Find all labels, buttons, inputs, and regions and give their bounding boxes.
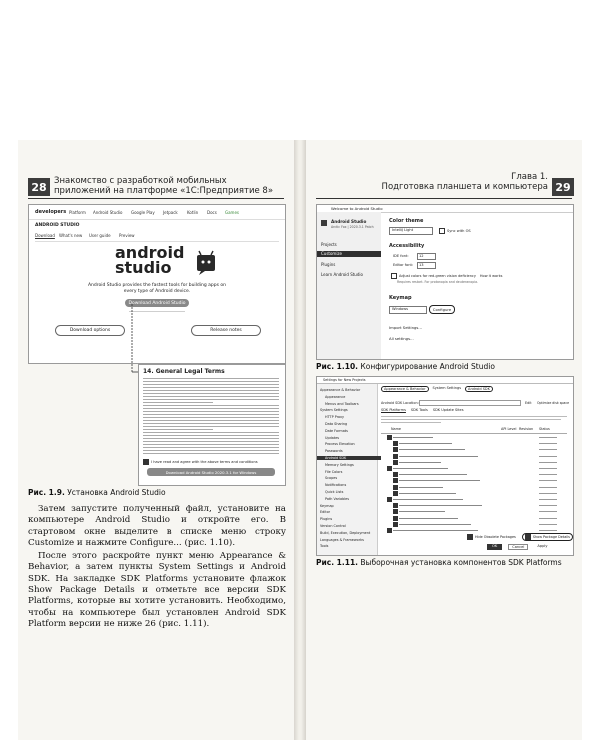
nav-games[interactable]: Games [225,210,239,215]
sdk-row-text [399,456,478,457]
tree-item[interactable]: Menus and Toolbars [325,401,359,406]
hide-obsolete-label: Hide Obsolete Packages [475,535,516,539]
figure-caption-1-10 [316,362,495,371]
menu-plugins[interactable]: Plugins [321,262,336,267]
sdk-row[interactable] [387,472,567,477]
legal-text-line [143,438,279,439]
welcome-sidebar [317,212,381,359]
chapter-number: Глава 1. [511,172,548,182]
sdk-row-checkbox[interactable] [387,435,392,440]
dialog-buttons [487,544,551,550]
body-text [28,504,286,632]
sdk-row[interactable] [387,435,567,440]
adjust-colors-row[interactable] [391,273,502,279]
sdk-row-checkbox[interactable] [393,516,398,521]
tree-item[interactable]: Date Formats [325,428,348,433]
tree-item[interactable]: Memory Settings [325,462,354,467]
col-revision: Revision [519,427,534,431]
nav-jetpack[interactable]: Jetpack [163,210,178,215]
chapter-title: Подготовка планшета и компьютера [381,182,548,192]
sdk-row-text [399,505,482,506]
legal-text-line [143,417,279,418]
tree-item[interactable]: Build, Execution, Deployment [320,530,371,535]
keymap-select[interactable]: Windows [389,306,427,314]
theme-select[interactable]: IntelliJ Light [389,227,433,235]
sync-os-label: Sync with OS [447,229,471,233]
sdk-row-checkbox[interactable] [393,522,398,527]
sdk-row-status [539,493,557,494]
dialog-download-button[interactable]: Download Android Studio 2020.3.1 for Windows [147,468,275,476]
tab-whats-new[interactable]: What's new [59,233,83,238]
tree-item[interactable]: Appearance & Behavior [320,388,361,392]
sdk-row-checkbox[interactable] [393,441,398,446]
color-theme-heading: Color theme [389,218,424,224]
left-page [18,140,294,740]
sdk-row[interactable] [387,503,567,508]
optimize-link[interactable]: Optimize disk space [537,401,570,405]
sdk-row-text [399,518,458,519]
edit-link[interactable]: Edit [525,401,532,405]
tab-sdk-update-sites[interactable]: SDK Update Sites [432,408,464,412]
legal-text-line [143,423,279,424]
col-api: API Level [501,427,517,431]
legal-text-line [143,381,279,382]
sdk-row-text [393,499,463,500]
show-details-label: Show Package Details [532,535,570,539]
legal-text-line [143,408,279,409]
tree-item[interactable]: Updates [325,435,340,440]
legal-text-line [143,411,279,412]
legal-text-line [143,387,279,388]
sync-os-row[interactable] [439,228,471,234]
download-button[interactable]: Download Android Studio [125,299,189,307]
menu-projects[interactable]: Projects [321,242,337,247]
app-version: Arctic Fox | 2020.3.1 Patch [331,225,374,229]
sdk-row-status [539,530,557,531]
sdk-row-status [539,456,557,457]
sdk-row-status [539,443,557,444]
hide-obsolete-row[interactable] [467,534,516,540]
sdk-row-text [393,530,478,531]
site-logo[interactable]: developers [35,209,67,215]
app-icon [321,220,327,226]
agree-checkbox[interactable] [143,459,149,465]
sdk-row-status [539,511,557,512]
sdk-row-status [539,487,557,488]
legal-text [143,378,281,456]
nav-docs[interactable]: Docs [207,210,217,215]
legal-text-line [143,405,279,406]
sdk-row-text [399,449,465,450]
sdk-row[interactable] [387,491,567,496]
caption-label: Рис. 1.9. [28,488,65,497]
legal-text-line [143,450,279,451]
sdk-row-checkbox[interactable] [393,509,398,514]
sdk-row-status [539,474,557,475]
legal-text-line [143,393,279,394]
keymap-heading: Keymap [389,295,412,301]
sdk-row-status [539,524,557,525]
legal-text-line [143,402,213,403]
hide-obsolete-checkbox[interactable] [467,534,473,540]
tab-sdk-platforms[interactable]: SDK Platforms [381,408,406,412]
sdk-row-text [393,437,433,438]
tree-item[interactable]: Languages & Frameworks [320,537,364,542]
sdk-row[interactable] [387,509,567,514]
nav-kotlin[interactable]: Kotlin [187,210,199,215]
tab-sdk-tools[interactable]: SDK Tools [410,408,428,412]
legal-text-line [143,429,213,430]
sdk-row[interactable] [387,454,567,459]
window-title: Welcome to Android Studio [331,206,383,211]
tree-item[interactable]: System Settings [320,408,348,413]
sdk-row-text [399,524,471,525]
tree-item[interactable]: Path Variables [325,496,350,501]
sdk-row-text [399,511,445,512]
adjust-colors-checkbox[interactable] [391,273,397,279]
sdk-location-label: Android SDK Location: [381,401,419,405]
sdk-row-checkbox[interactable] [393,485,398,490]
license-dialog [138,364,286,486]
caption-text: Установка Android Studio [67,488,166,497]
sdk-row-text [399,443,452,444]
legal-text-line [143,399,279,400]
editor-font-select[interactable]: 13 [417,262,436,269]
page-number: 28 [28,178,50,196]
legal-text-line [143,441,279,442]
sdk-row-checkbox[interactable] [393,454,398,459]
nav-google-play[interactable]: Google Play [131,210,155,215]
paragraph-1: Затем запустите полученный файл, установите на компьютере Android Studio и откройте его. В стартовом окне выделите в списке меню строку Customize и нажмите Configure... (рис. 1.10). [28,504,286,548]
tree-item[interactable]: Appearance [325,394,346,399]
agree-checkbox-row[interactable] [143,459,258,465]
table-options [467,533,573,541]
show-details-checkbox[interactable] [525,534,531,540]
caption-1-11-label: Рис. 1.11. [316,558,359,567]
sdk-row[interactable] [387,466,567,471]
ide-font-select[interactable]: 12 [417,253,436,260]
sdk-row[interactable] [387,460,567,465]
sdk-row-text [393,468,448,469]
col-name: Name [391,427,402,431]
legal-text-line [143,390,279,391]
android-studio-wordmark [115,245,184,275]
sdk-table [317,377,573,555]
tree-item[interactable]: Passwords [325,449,343,454]
menu-learn[interactable]: Learn Android Studio [321,272,363,277]
ide-font-label: IDE font: [393,254,409,258]
site-nav-bar [29,205,285,220]
legal-text-line [143,414,279,415]
legal-title: 14. General Legal Terms [143,368,225,375]
sdk-row[interactable] [387,485,567,490]
sdk-row-checkbox[interactable] [393,478,398,483]
app-name: Android Studio [331,219,367,224]
tree-item[interactable]: Android SDK [317,456,381,460]
adjust-colors-label: Adjust colors for red-green vision deficiency [399,274,476,278]
tree-item[interactable]: Notifications [325,483,347,488]
editor-font-label: Editor font: [393,263,414,267]
legal-text-line [143,378,279,379]
agree-label: I have read and agree with the above terms and conditions [151,460,258,464]
sdk-row[interactable] [387,516,567,521]
col-status: Status [539,427,550,431]
sdk-row-checkbox[interactable] [393,472,398,477]
figure-caption-1-11 [316,558,562,567]
book-gutter [294,140,306,740]
sdk-row-checkbox[interactable] [387,466,392,471]
sdk-row-status [539,437,557,438]
sdk-row[interactable] [387,497,567,502]
header-rule [28,198,284,199]
sdk-row-checkbox[interactable] [393,447,398,452]
legal-text-line [143,444,279,445]
site-tabs [35,233,279,242]
tree-item[interactable]: Process Elevation [325,442,355,447]
window-title: Settings for New Projects [323,378,366,382]
nav-android-studio[interactable]: Android Studio [93,210,123,215]
header-rule [316,198,572,199]
sdk-row[interactable] [387,522,567,527]
cancel-button[interactable]: Cancel [508,544,528,550]
tree-item[interactable]: Tools [320,544,329,549]
tree-item[interactable]: Plugins [320,517,333,522]
tree-item[interactable]: Scopes [325,476,338,481]
sdk-row-checkbox[interactable] [387,528,392,533]
figure-sdk-settings [316,376,574,556]
legal-text-line [143,426,279,427]
sdk-row-status [539,505,557,506]
legal-text-line [143,396,279,397]
accessibility-heading: Accessibility [389,243,425,249]
tab-user-guide[interactable]: User guide [89,233,111,238]
figure-caption [28,488,166,497]
apply-button[interactable]: Apply [537,544,548,548]
running-head [326,172,548,192]
caption-1-10-label: Рис. 1.10. [316,362,359,371]
page-number: 29 [552,178,574,196]
sdk-row-checkbox[interactable] [387,497,392,502]
tree-item[interactable]: Keymap [320,503,334,508]
all-settings-link[interactable]: All settings... [389,336,414,341]
legal-text-line [143,420,279,421]
sdk-row[interactable] [387,447,567,452]
tagline: Android Studio provides the fastest tools for building apps on every type of Android device. [87,283,227,294]
sdk-row-text [399,487,443,488]
tab-preview[interactable]: Preview [119,233,135,238]
sdk-row-status [539,468,557,469]
sdk-row-checkbox[interactable] [393,503,398,508]
sdk-row-checkbox[interactable] [393,460,398,465]
sync-os-checkbox[interactable] [439,228,445,234]
tree-item[interactable]: Version Control [320,524,346,528]
release-notes-button[interactable]: Release notes [191,325,261,336]
tab-download[interactable]: Download [35,233,55,238]
legal-text-line [143,435,279,436]
sdk-row-text [399,462,441,463]
running-head: Знакомство с разработкой мобильных приложений на платформе «1С:Предприятие 8» [54,176,274,196]
tree-item[interactable]: Editor [320,510,331,515]
sdk-row-checkbox[interactable] [393,491,398,496]
caption-1-10-text: Конфигурирование Android Studio [360,362,495,371]
tree-item[interactable]: Quick Lists [325,490,344,494]
sdk-row-text [399,474,467,475]
import-settings-link[interactable]: Import Settings... [389,325,423,330]
menu-customize[interactable]: Customize [317,251,381,257]
legal-text-line [143,453,279,454]
download-options-button[interactable]: Download options [55,325,125,336]
android-studio-logo-icon [195,249,217,275]
how-it-works-link[interactable]: How it works [479,274,503,278]
breadcrumb-appearance[interactable]: Appearance & Behavior [381,386,429,392]
sdk-row[interactable] [387,478,567,483]
legal-text-line [143,384,279,385]
legal-text-line [143,432,279,433]
sdk-row-status [539,480,557,481]
wordmark-line-2: studio [115,258,172,277]
restart-note: Requires restart. For protanopia and deuteranopia. [397,280,479,284]
tree-item[interactable]: HTTP Proxy [325,415,345,420]
figure-customize-window [316,204,574,360]
show-details-row[interactable] [522,533,573,541]
tree-item[interactable]: File Colors [325,469,343,474]
caption-1-11-text: Выборочная установка компонентов SDK Platforms [360,558,562,567]
legal-text-line [143,447,279,448]
sdk-row-text [399,480,480,481]
sdk-row-status [539,499,557,500]
section-title: ANDROID STUDIO [35,223,80,228]
tree-item[interactable]: Data Sharing [325,422,348,426]
configure-button[interactable]: Configure [429,305,455,314]
sdk-row-status [539,462,557,463]
sdk-row[interactable] [387,441,567,446]
breadcrumb-system-settings[interactable]: System Settings [432,386,462,390]
ok-button[interactable]: OK [487,544,502,550]
sdk-row-status [539,449,557,450]
paragraph-2: После этого раскройте пункт меню Appearance & Behavior, а затем пункты System Settings и Android SDK. На закладке SDK Platforms установите флажок Show Package Details и отметьте все версии SDK Platforms, которые вы хотите установить. Необходимо, чтобы на компьютере был установлен Android SDK Platform версии не ниже 26 (рис. 1.11). [28,551,286,629]
figure-android-studio-site [28,204,286,364]
breadcrumb-android-sdk[interactable]: Android SDK [465,386,493,392]
wordmark-line-1: android [115,243,185,262]
nav-platform[interactable]: Platform [69,210,86,215]
sdk-row-status [539,518,557,519]
right-page [306,140,582,740]
sdk-row-text [399,493,456,494]
